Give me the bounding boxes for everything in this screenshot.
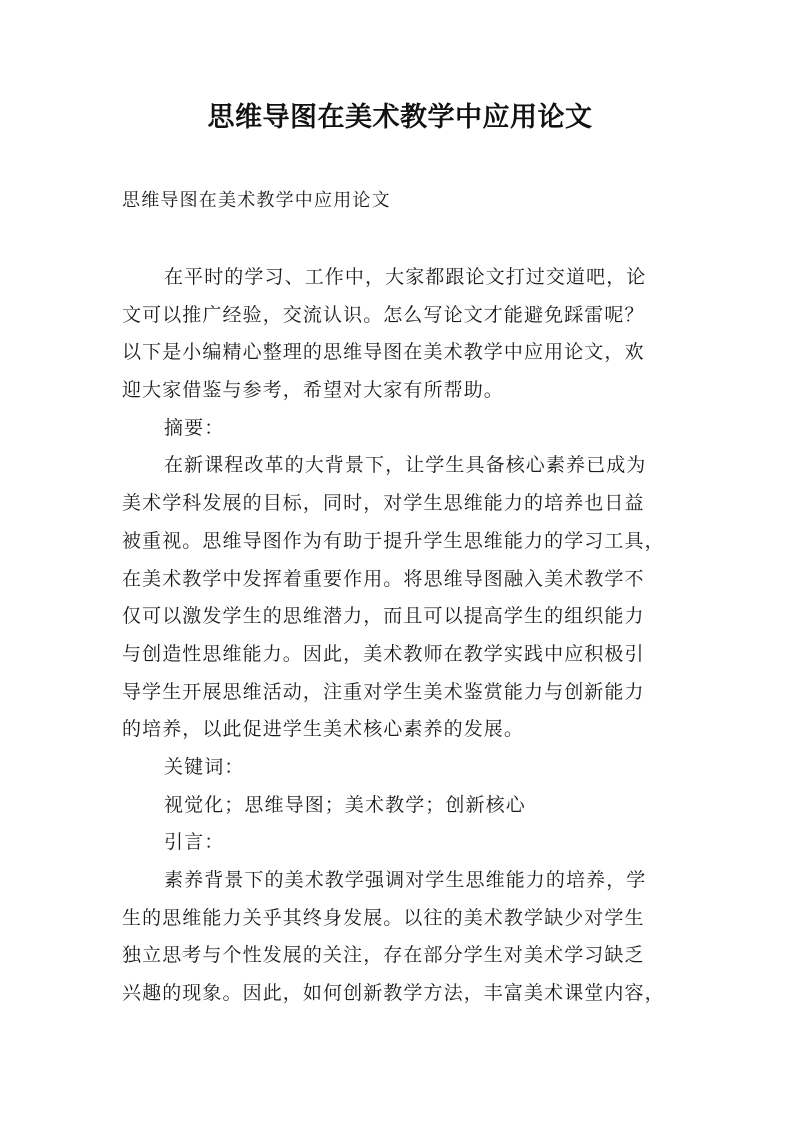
paragraph-line: 美术学科发展的目标，同时，对学生思维能力的培养也日益 bbox=[122, 492, 645, 515]
paragraph-line: 被重视。思维导图作为有助于提升学生思维能力的学习工具， bbox=[122, 529, 665, 552]
paragraph-line: 文可以推广经验，交流认识。怎么写论文才能避免踩雷呢？ bbox=[122, 303, 645, 326]
paragraph-line: 仅可以激发学生的思维潜力，而且可以提高学生的组织能力 bbox=[122, 605, 645, 628]
paragraph-line: 在美术教学中发挥着重要作用。将思维导图融入美术教学不 bbox=[122, 567, 645, 590]
paragraph-line: 生的思维能力关乎其终身发展。以往的美术教学缺少对学生 bbox=[122, 906, 645, 929]
paragraph-line: 的培养，以此促进学生美术核心素养的发展。 bbox=[122, 718, 525, 741]
section-heading-keywords: 关键词： bbox=[164, 755, 245, 778]
paragraph-line: 素养背景下的美术教学强调对学生思维能力的培养，学 bbox=[164, 869, 647, 891]
paragraph-line: 独立思考与个性发展的关注，存在部分学生对美术学习缺乏 bbox=[122, 944, 645, 967]
paragraph-line: 在平时的学习、工作中，大家都跟论文打过交道吧，论 bbox=[164, 266, 647, 288]
paragraph-line: 在新课程改革的大背景下，让学生具备核心素养已成为 bbox=[164, 454, 647, 477]
document-body bbox=[122, 259, 692, 1013]
paragraph-line: 兴趣的现象。因此，如何创新教学方法，丰富美术课堂内容， bbox=[122, 982, 665, 1005]
document-subtitle: 思维导图在美术教学中应用论文 bbox=[122, 190, 391, 211]
paragraph-line: 与创造性思维能力。因此，美术教师在教学实践中应积极引 bbox=[122, 642, 645, 665]
section-heading-introduction: 引言： bbox=[164, 831, 225, 854]
keywords-line: 视觉化；思维导图；美术教学；创新核心 bbox=[164, 793, 526, 816]
paragraph-line: 以下是小编精心整理的思维导图在美术教学中应用论文，欢 bbox=[122, 341, 645, 364]
section-heading-abstract: 摘要： bbox=[164, 416, 225, 439]
paragraph-line: 导学生开展思维活动，注重对学生美术鉴赏能力与创新能力 bbox=[122, 680, 645, 703]
paragraph-line: 迎大家借鉴与参考，希望对大家有所帮助。 bbox=[122, 379, 504, 402]
document-title: 思维导图在美术教学中应用论文 bbox=[207, 102, 593, 133]
